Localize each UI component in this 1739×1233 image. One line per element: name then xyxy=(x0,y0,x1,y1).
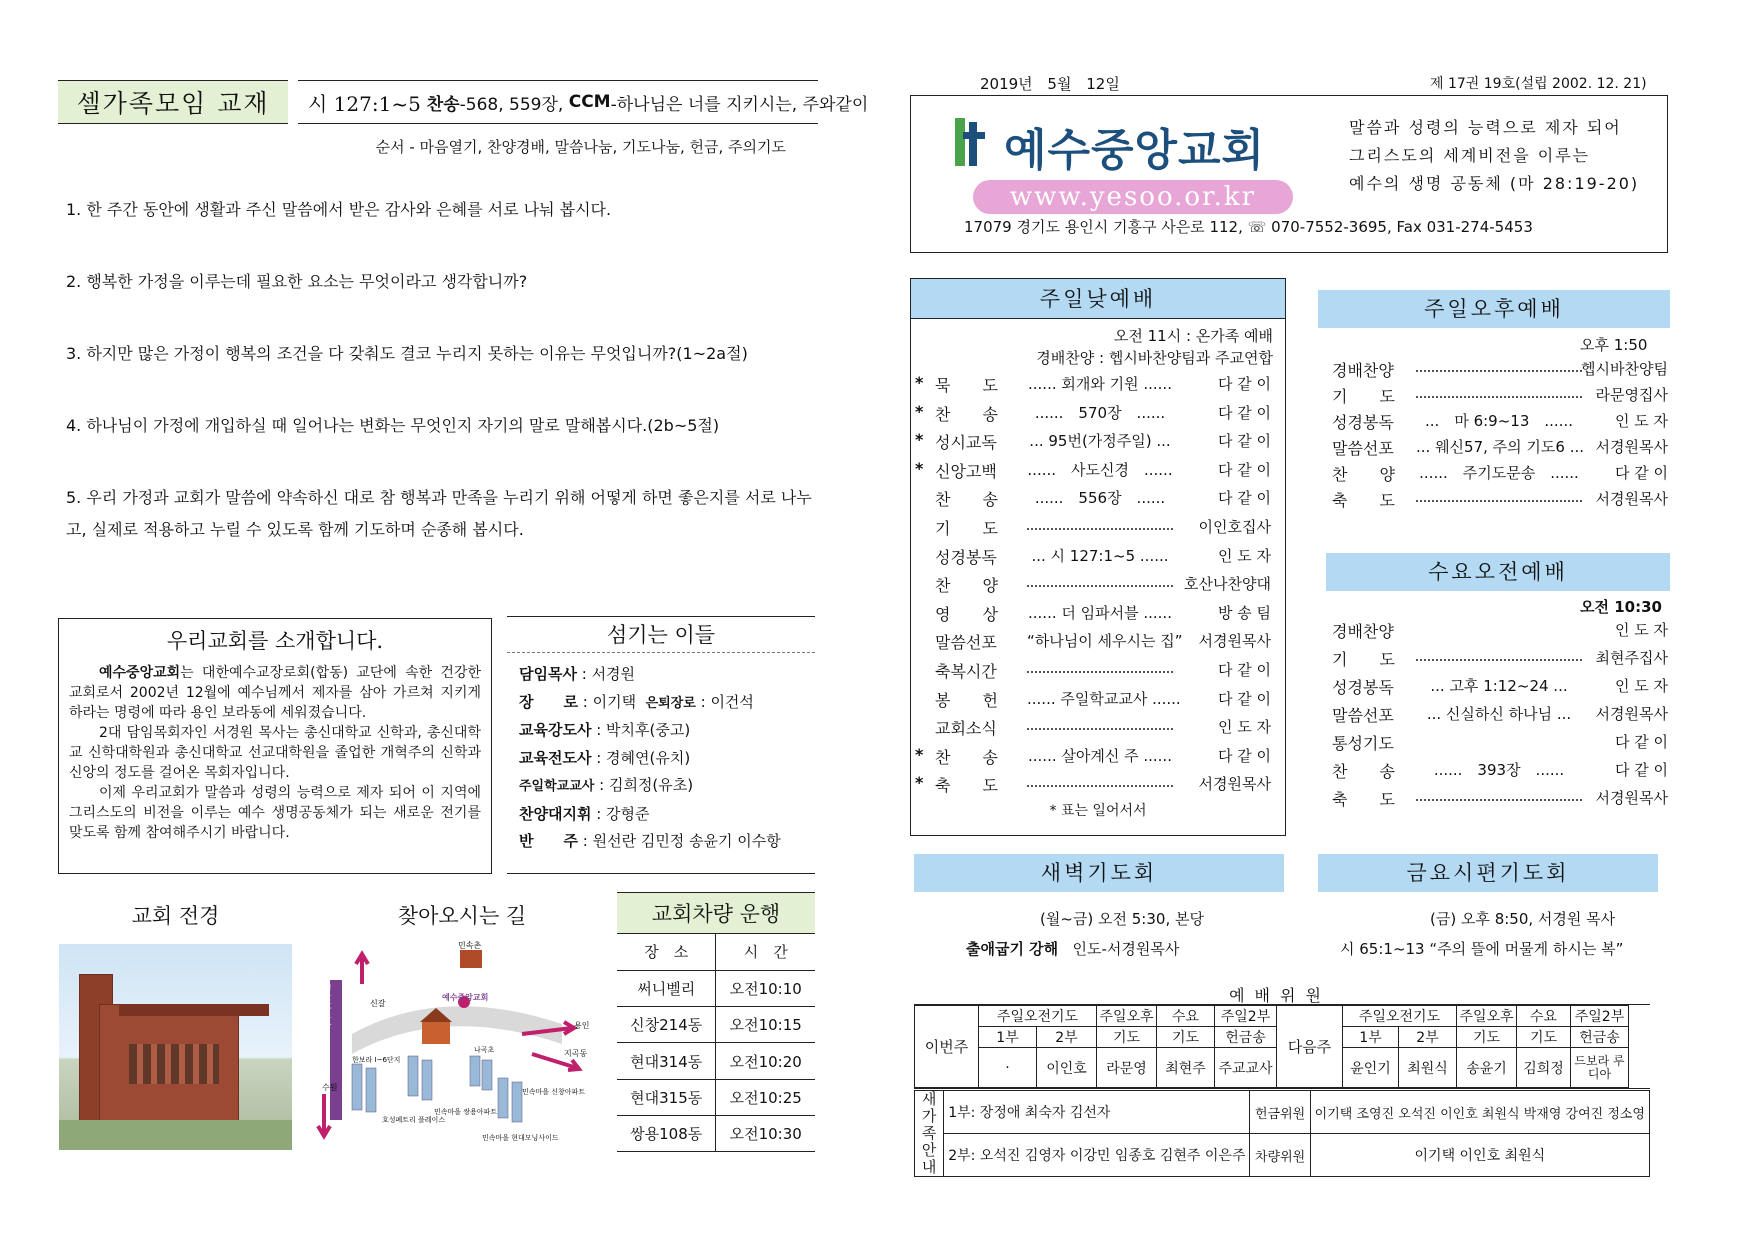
order-item: 신앙고백 xyxy=(935,461,997,481)
order-detail: ... 마 6:9~13 ...... xyxy=(1425,412,1573,430)
vehicle-duty-label: 차량위원 xyxy=(1250,1134,1310,1177)
order-detail xyxy=(1027,775,1173,787)
order-leader: 이인호집사 xyxy=(1198,517,1271,536)
cell-question-4: 4. 하나님이 가정에 개입하실 때 일어나는 변화는 무엇인지 자기의 말로 말해봅시다.(2b~5절) xyxy=(66,416,720,435)
order-detail: ...... 570장 ...... xyxy=(1034,403,1166,422)
sunday-order-row xyxy=(911,655,1285,684)
motto-line: 예수의 생명 공동체 (마 28:19-20) xyxy=(1349,174,1640,193)
wednesday-order-row xyxy=(1332,757,1668,783)
vehicle-place: 써니벨리 xyxy=(617,970,716,1006)
map-label: 찾아오시는 길 xyxy=(397,904,527,928)
church-logo-cross-icon xyxy=(955,118,989,166)
map-arrow-down-icon xyxy=(318,1094,330,1136)
duty-head-wednesday-sub: 기도 xyxy=(1157,1027,1215,1048)
church-address xyxy=(964,216,1533,237)
church-windows-shape xyxy=(129,1044,219,1084)
order-item: 말씀선포 xyxy=(1332,439,1394,458)
sunday-praise: 경배찬양 : 헵시바찬양팀과 주교연합 xyxy=(1036,349,1273,367)
offering-label: 헌금위원 xyxy=(1250,1091,1310,1134)
order-detail: ... 고후 1:12~24 ... xyxy=(1430,677,1568,695)
newfamily-1: 1부: 장정애 최숙자 김선자 xyxy=(944,1091,1250,1134)
duty-head-second-next: 주일2부 xyxy=(1571,1006,1629,1027)
sunday-order-row xyxy=(911,684,1285,713)
staff-label: 담임목사 xyxy=(519,665,577,683)
dawn-lecture-leader: 인도-서경원목사 xyxy=(1072,940,1180,958)
staff-row xyxy=(519,801,803,829)
staff-value: : 원선란 김민정 송윤기 이수항 xyxy=(582,832,781,850)
afternoon-time: 오후 1:50 xyxy=(1580,336,1648,354)
staff-value: : 박치후(중고) xyxy=(596,721,691,739)
table-row xyxy=(617,1007,815,1043)
address-text: 17079 경기도 용인시 기흥구 사은로 112, xyxy=(964,218,1243,236)
duty-head-wednesday-next: 수요 xyxy=(1517,1006,1571,1027)
order-item: 묵 도 xyxy=(935,376,998,395)
staff-label: 교육강도사 xyxy=(519,721,592,739)
cell-order: 순서 - 마음열기, 찬양경배, 말씀나눔, 기도나눔, 헌금, 주의기도 xyxy=(375,138,786,156)
map-apt3-label: 호성폐트리 플레이스 xyxy=(382,1116,446,1124)
wednesday-time: 오전 10:30 xyxy=(1580,598,1662,616)
order-leader: 다 같 이 xyxy=(1217,689,1271,708)
sunday-order-row xyxy=(911,369,1285,398)
order-item: 봉 헌 xyxy=(935,690,998,710)
order-detail: ... 신실하신 하나님 ... xyxy=(1426,705,1572,723)
sunday-order-row xyxy=(911,455,1285,484)
sunday-order-row xyxy=(911,426,1285,455)
order-item: 말씀선포 xyxy=(1332,706,1394,725)
cell-question-5: 5. 우리 가정과 교회가 말씀에 약속하신 대로 참 행복과 만족을 누리기 위해 어떻게 하면 좋은지를 서로 나누고, 실제로 적용하고 누릴 수 있도록 함께 기도하며 순종해 봅시다. xyxy=(66,488,812,539)
duty-this-week: 이번주 xyxy=(915,1006,979,1088)
duty-next-value: 최원식 xyxy=(1399,1048,1457,1088)
intro-title: 우리교회를 소개합니다. xyxy=(166,629,384,653)
duty-head-second-part: 2부 xyxy=(1037,1027,1097,1048)
order-leader: 인 도 자 xyxy=(1217,718,1271,737)
order-detail: ...... 사도신경 ...... xyxy=(1027,460,1173,479)
map-apt4-label: 민속마을 쌍용아파트 xyxy=(434,1108,498,1116)
dawn-lecture-label: 출애굽기 강해 xyxy=(966,940,1059,958)
order-item: 성경봉독 xyxy=(1332,413,1394,432)
photo-label: 교회 전경 xyxy=(131,904,220,928)
sunday-order-row xyxy=(911,712,1285,741)
duty-head-morning-next: 주일오전기도 xyxy=(1343,1006,1457,1027)
duty-head-first-next: 1부 xyxy=(1343,1027,1399,1048)
duty-grid xyxy=(914,1005,1629,1088)
phone-text: 070-7552-3695, Fax 031-274-5453 xyxy=(1271,218,1533,236)
wednesday-order-row xyxy=(1332,729,1668,755)
order-item: 찬 송 xyxy=(1332,762,1395,781)
staff-extra-label: 은퇴장로 xyxy=(645,695,696,711)
duty-head-afternoon-sub: 기도 xyxy=(1097,1027,1157,1048)
sunday-order-list xyxy=(911,369,1285,798)
duty-next-value: 윤인기 xyxy=(1343,1048,1399,1088)
duty-head-afternoon-sub-next: 기도 xyxy=(1457,1027,1517,1048)
order-leader: 인 도 자 xyxy=(1614,412,1668,430)
map-folk-village-icon xyxy=(460,950,482,968)
duty-head-wednesday-sub-next: 기도 xyxy=(1517,1027,1571,1048)
staff-label: 찬양대지휘 xyxy=(519,804,592,823)
table-row xyxy=(617,970,815,1006)
afternoon-title: 주일오후예배 xyxy=(1318,290,1670,328)
order-detail: ...... 회개와 기원 ...... xyxy=(1028,375,1172,393)
order-item: 축 도 xyxy=(935,776,998,796)
afternoon-order-row xyxy=(1332,356,1668,382)
order-detail: “하나님이 세우시는 집” xyxy=(1027,632,1183,651)
friday-time: (금) 오후 8:50, 서경원 목사 xyxy=(1430,910,1616,928)
church-roof-shape xyxy=(119,1004,269,1016)
order-item: 찬 양 xyxy=(1332,465,1395,484)
stand-marker: * xyxy=(915,373,924,392)
order-item: 말씀선포 xyxy=(935,633,997,653)
table-row xyxy=(617,1043,815,1079)
map-church-label: 예수중앙교회 xyxy=(442,993,489,1002)
vehicle-place: 신창214동 xyxy=(617,1007,716,1043)
order-detail xyxy=(1416,649,1582,661)
wednesday-order-row xyxy=(1332,701,1668,727)
church-intro-box xyxy=(58,618,492,874)
duty-head-wednesday: 수요 xyxy=(1157,1006,1215,1027)
duty-head-afternoon: 주일오후 xyxy=(1097,1006,1157,1027)
staff-row xyxy=(519,745,803,773)
vehicle-time: 오전10:20 xyxy=(716,1043,815,1079)
vehicle-schedule xyxy=(617,892,815,1152)
newfamily-2: 2부: 오석진 김영자 이강민 임종호 김현주 이은주 xyxy=(944,1134,1250,1177)
vehicle-place: 쌍용108동 xyxy=(617,1115,716,1151)
church-motto xyxy=(1349,114,1659,198)
order-leader: 인 도 자 xyxy=(1614,621,1668,639)
bulletin-issue: 제 17권 19호(설립 2002. 12. 21) xyxy=(1430,76,1647,92)
vehicle-time: 오전10:15 xyxy=(716,1007,815,1043)
order-leader: 다 같 이 xyxy=(1217,746,1271,765)
wednesday-order-row xyxy=(1332,785,1668,811)
order-leader: 다 같 이 xyxy=(1217,660,1271,679)
order-detail xyxy=(1027,518,1173,530)
order-leader: 서경원목사 xyxy=(1595,438,1668,456)
staff-label: 주일학교교사 xyxy=(519,779,595,794)
staff-box xyxy=(507,616,815,874)
order-leader: 헵시바찬양팀 xyxy=(1581,360,1668,378)
sunday-meta xyxy=(911,319,1285,369)
sunday-order-row xyxy=(911,598,1285,627)
order-detail xyxy=(1416,789,1582,801)
afternoon-order-row xyxy=(1332,382,1668,408)
cell-ccm-label: CCM xyxy=(568,92,611,112)
map-sign-jigok: 지곡동 xyxy=(564,1049,588,1058)
order-item: 영 상 xyxy=(935,604,998,624)
order-leader: 다 같 이 xyxy=(1217,432,1271,451)
bulletin-date: 2019년 5월 12일 xyxy=(980,75,1120,93)
order-leader: 다 같 이 xyxy=(1614,733,1668,751)
order-item: 기 도 xyxy=(935,518,998,538)
sunday-time: 오전 11시 : 온가족 예배 xyxy=(1113,327,1273,345)
cell-hymn-numbers: -568, 559장, xyxy=(459,94,564,115)
map-church-icon xyxy=(422,1022,450,1044)
map-svg xyxy=(322,941,602,1150)
sunday-title: 주일낮예배 xyxy=(911,279,1285,319)
vehicle-title: 교회차량 운행 xyxy=(617,892,815,934)
map-arrow-up-icon xyxy=(356,954,368,984)
order-item: 축복시간 xyxy=(935,661,997,681)
duty-head-second-part-next: 2부 xyxy=(1399,1027,1457,1048)
map-apt6-label: 민속마을 신창아파트 xyxy=(522,1088,586,1096)
order-leader: 인 도 자 xyxy=(1217,546,1271,565)
map-road-label: 경부고속도로 xyxy=(324,984,332,1026)
order-detail xyxy=(1027,575,1173,587)
church-header xyxy=(910,95,1668,253)
vehicle-time: 오전10:25 xyxy=(716,1079,815,1115)
order-item: 성시교독 xyxy=(935,433,997,453)
cell-header xyxy=(58,80,869,124)
sunday-order-row xyxy=(911,483,1285,512)
newfamily-label: 새가족 안내 xyxy=(915,1091,944,1177)
staff-row xyxy=(519,661,803,689)
order-item: 찬 송 xyxy=(935,490,998,510)
order-detail: ... 95번(가정주일) ... xyxy=(1029,432,1171,451)
wednesday-order-row xyxy=(1332,673,1668,699)
afternoon-order-row xyxy=(1332,486,1668,512)
staff-extra-value: : 이건석 xyxy=(700,692,754,711)
dawn-title: 새벽기도회 xyxy=(914,854,1284,892)
sunday-order-row xyxy=(911,741,1285,770)
cell-hymn-label: 찬송 xyxy=(426,94,460,115)
sunday-order-row xyxy=(911,512,1285,541)
dawn-time: (월~금) 오전 5:30, 본당 xyxy=(1040,910,1204,928)
order-detail: ...... 살아계신 주 ...... xyxy=(1028,746,1172,765)
order-leader: 서경원목사 xyxy=(1198,775,1271,794)
staff-value: : 서경원 xyxy=(581,665,636,683)
map-road xyxy=(352,1006,562,1054)
duty-this-value: 주교교사 xyxy=(1215,1048,1277,1088)
order-item: 경배찬양 xyxy=(1332,622,1394,641)
stand-marker: * xyxy=(915,430,924,450)
staff-value: : 김희정(유초) xyxy=(599,776,694,794)
friday-title: 금요시편기도회 xyxy=(1318,854,1658,892)
wednesday-order-row xyxy=(1332,645,1668,671)
directions-map xyxy=(322,941,602,1150)
duty-next-value: 드보라 루디아 xyxy=(1571,1048,1629,1088)
duty-head-first: 1부 xyxy=(979,1027,1037,1048)
order-item: 통성기도 xyxy=(1332,734,1394,753)
order-item: 축 도 xyxy=(1332,790,1395,809)
vehicle-time: 오전10:30 xyxy=(716,1115,815,1151)
duty-helpers-table xyxy=(914,1090,1650,1177)
staff-label: 교육전도사 xyxy=(519,748,592,767)
duty-next-value: 김희정 xyxy=(1517,1048,1571,1088)
order-item: 경배찬양 xyxy=(1332,361,1394,380)
order-detail xyxy=(1416,386,1582,398)
order-leader: 서경원목사 xyxy=(1198,632,1271,651)
staff-value: : 경혜연(유치) xyxy=(596,748,691,767)
order-item: 기 도 xyxy=(1332,387,1395,406)
order-detail: ...... 주일학교교사 ...... xyxy=(1027,689,1181,708)
order-item: 찬 송 xyxy=(935,747,998,767)
vehicle-duty-names: 이기택 이인호 최원식 xyxy=(1310,1134,1649,1177)
map-sign-suwon: 수원 xyxy=(322,1083,338,1092)
intro-p1-rest: 는 대한예수교장로회(합동) 교단에 속한 건강한 교회로서 2002년 12월에 예수님께서 제자를 삼아 가르쳐 지키게 하라는 명령에 따라 용인 보라동에 세워졌습니다. xyxy=(69,665,481,721)
cell-question-3: 3. 하지만 많은 가정이 행복의 조건을 다 갖춰도 결코 누리지 못하는 이유는 무엇입니까?(1~2a절) xyxy=(66,344,748,363)
staff-value: : 강형준 xyxy=(596,804,650,823)
stand-marker: * xyxy=(915,401,924,421)
cell-verse-line xyxy=(298,80,869,124)
order-item: 찬 양 xyxy=(935,576,998,596)
sunday-order-row xyxy=(911,769,1285,798)
map-sign-folk-village: 민속촌 xyxy=(458,941,482,950)
church-lawn-shape xyxy=(59,1120,292,1150)
map-sign-yongin: 용인 xyxy=(574,1021,590,1030)
sunday-order-row xyxy=(911,569,1285,598)
duty-head-morning: 주일오전기도 xyxy=(979,1006,1097,1027)
wednesday-order-row xyxy=(1332,617,1668,643)
order-item: 성경봉독 xyxy=(1332,678,1394,697)
cell-verse-ref: 시 127:1~5 xyxy=(308,91,421,116)
stand-marker: * xyxy=(915,744,924,764)
order-detail: ...... 더 임파서블 ...... xyxy=(1028,603,1172,622)
duty-next-week: 다음주 xyxy=(1277,1006,1343,1088)
order-leader: 호산나찬양대 xyxy=(1184,575,1271,594)
duty-this-value: 이인호 xyxy=(1037,1048,1097,1088)
order-detail xyxy=(1416,360,1582,372)
order-item: 교회소식 xyxy=(935,719,997,739)
order-leader: 다 같 이 xyxy=(1217,460,1271,479)
intro-church-name: 예수중앙교회 xyxy=(99,665,181,681)
church-logo-name: 예수중앙교회 xyxy=(1004,125,1266,176)
motto-line: 그리스도의 세계비전을 이루는 xyxy=(1349,146,1591,165)
table-row xyxy=(617,1115,815,1151)
dawn-lecture xyxy=(966,938,1179,959)
vehicle-header-row xyxy=(617,934,815,970)
duty-helpers-grid xyxy=(914,1090,1650,1177)
cell-question-1: 1. 한 주간 동안에 생활과 주신 말씀에서 받은 감사와 은혜를 서로 나눠 봅시다. xyxy=(66,200,612,219)
duty-this-value: 최현주 xyxy=(1157,1048,1215,1088)
church-photo xyxy=(59,944,292,1150)
order-leader: 다 같 이 xyxy=(1217,375,1271,393)
order-item: 찬 송 xyxy=(935,404,998,424)
order-detail: ...... 393장 ...... xyxy=(1433,761,1565,779)
cell-ccm-text: -하나님은 너를 지키시는, 주와같이 xyxy=(610,94,869,115)
intro-paragraph-3: 이제 우리교회가 말씀과 성령의 능력으로 제자 되어 이 지역에 그리스도의 비전을 이루는 예수 생명공동체가 되는 새로운 전기를 맞도록 함께 참여해주시기 바랍니다. xyxy=(69,785,481,841)
map-sign-singal: 신갈 xyxy=(370,999,386,1008)
duty-head-second-sub: 헌금송 xyxy=(1215,1027,1277,1048)
staff-list xyxy=(507,653,815,864)
staff-title: 섬기는 이들 xyxy=(507,617,815,653)
intro-paragraph-1 xyxy=(69,663,481,723)
table-row xyxy=(617,1079,815,1115)
sunday-order-row xyxy=(911,398,1285,427)
order-leader: 다 같 이 xyxy=(1614,464,1668,482)
map-apt1-label: 한보라 I~6단지 xyxy=(352,1056,401,1064)
order-leader: 서경원목사 xyxy=(1595,705,1668,723)
vehicle-col-place: 장 소 xyxy=(617,934,716,970)
sunday-service-box xyxy=(910,278,1286,836)
order-detail: ... 웨신57, 주의 기도6 ... xyxy=(1416,438,1585,456)
church-url-link[interactable]: www.yesoo.or.kr xyxy=(973,180,1293,214)
afternoon-order-row xyxy=(1332,434,1668,460)
sunday-order-row xyxy=(911,626,1285,655)
afternoon-order-row xyxy=(1332,408,1668,434)
wednesday-title: 수요오전예배 xyxy=(1326,553,1670,591)
duty-head-second: 주일2부 xyxy=(1215,1006,1277,1027)
vehicle-col-time: 시 간 xyxy=(716,934,815,970)
phone-icon: ☏ xyxy=(1247,218,1267,236)
staff-row xyxy=(519,689,803,718)
duty-head-second-sub-next: 헌금송 xyxy=(1571,1027,1629,1048)
order-leader: 서경원목사 xyxy=(1595,490,1668,508)
sunday-footnote: * 표는 일어서서 xyxy=(1049,802,1147,819)
stand-marker: * xyxy=(915,773,924,793)
motto-line: 말씀과 성령의 능력으로 제자 되어 xyxy=(1349,118,1622,137)
order-detail: ...... 주기도문송 ...... xyxy=(1419,464,1579,482)
duty-head-afternoon-next: 주일오후 xyxy=(1457,1006,1517,1027)
order-item: 기 도 xyxy=(1332,650,1395,669)
duty-this-value: 라문영 xyxy=(1097,1048,1157,1088)
map-apt5-label: 나곡초 xyxy=(474,1046,495,1054)
order-leader: 라문영집사 xyxy=(1595,386,1668,404)
duty-this-value: · xyxy=(979,1048,1037,1088)
staff-label: 반 주 xyxy=(519,832,578,850)
stand-marker: * xyxy=(915,458,924,478)
duty-table xyxy=(914,1004,1650,1089)
order-leader: 최현주집사 xyxy=(1595,649,1668,667)
order-leader: 인 도 자 xyxy=(1614,677,1668,695)
order-detail xyxy=(1027,718,1173,730)
staff-row xyxy=(519,828,803,856)
order-leader: 다 같 이 xyxy=(1614,761,1668,779)
staff-row xyxy=(519,717,803,745)
vehicle-place: 현대315동 xyxy=(617,1079,716,1115)
vehicle-table xyxy=(617,934,815,1152)
order-detail: ...... 556장 ...... xyxy=(1034,489,1166,508)
order-item: 축 도 xyxy=(1332,491,1395,510)
duty-next-value: 송윤기 xyxy=(1457,1048,1517,1088)
afternoon-order-row xyxy=(1332,460,1668,486)
order-leader: 다 같 이 xyxy=(1217,403,1271,422)
sunday-order-row xyxy=(911,541,1285,570)
cell-title: 셀가족모임 교재 xyxy=(58,80,288,124)
intro-text xyxy=(69,663,481,843)
order-leader: 서경원목사 xyxy=(1595,789,1668,807)
order-detail xyxy=(1027,661,1173,673)
map-apt7-label: 민속마을 현대모닝사이드 xyxy=(482,1134,559,1142)
offering-names: 이기택 조영진 오석진 이인호 최원식 박재영 강여진 정소영 xyxy=(1310,1091,1649,1134)
vehicle-place: 현대314동 xyxy=(617,1043,716,1079)
cell-question-2: 2. 행복한 가정을 이루는데 필요한 요소는 무엇이라고 생각합니까? xyxy=(66,272,528,291)
staff-label: 장 로 xyxy=(519,692,578,711)
order-detail: ... 시 127:1~5 ...... xyxy=(1031,546,1169,565)
vehicle-time: 오전10:10 xyxy=(716,970,815,1006)
order-leader: 다 같 이 xyxy=(1217,489,1271,508)
duty-title: 예배위원 xyxy=(1229,986,1331,1005)
order-leader: 방 송 팀 xyxy=(1217,603,1271,622)
staff-row xyxy=(519,772,803,801)
staff-value: : 이기택 xyxy=(582,692,637,711)
intro-paragraph-2: 2대 담임목회자인 서경원 목사는 총신대학교 신학과, 총신대학교 신학대학원과 총신대학교 선교대학원을 졸업한 개혁주의 신학과 신앙의 정도를 걸어온 목회자입니다. xyxy=(69,725,481,781)
order-detail xyxy=(1416,490,1582,502)
order-item: 성경봉독 xyxy=(935,547,997,567)
friday-verse: 시 65:1~13 “주의 뜰에 머물게 하시는 복” xyxy=(1340,940,1624,958)
